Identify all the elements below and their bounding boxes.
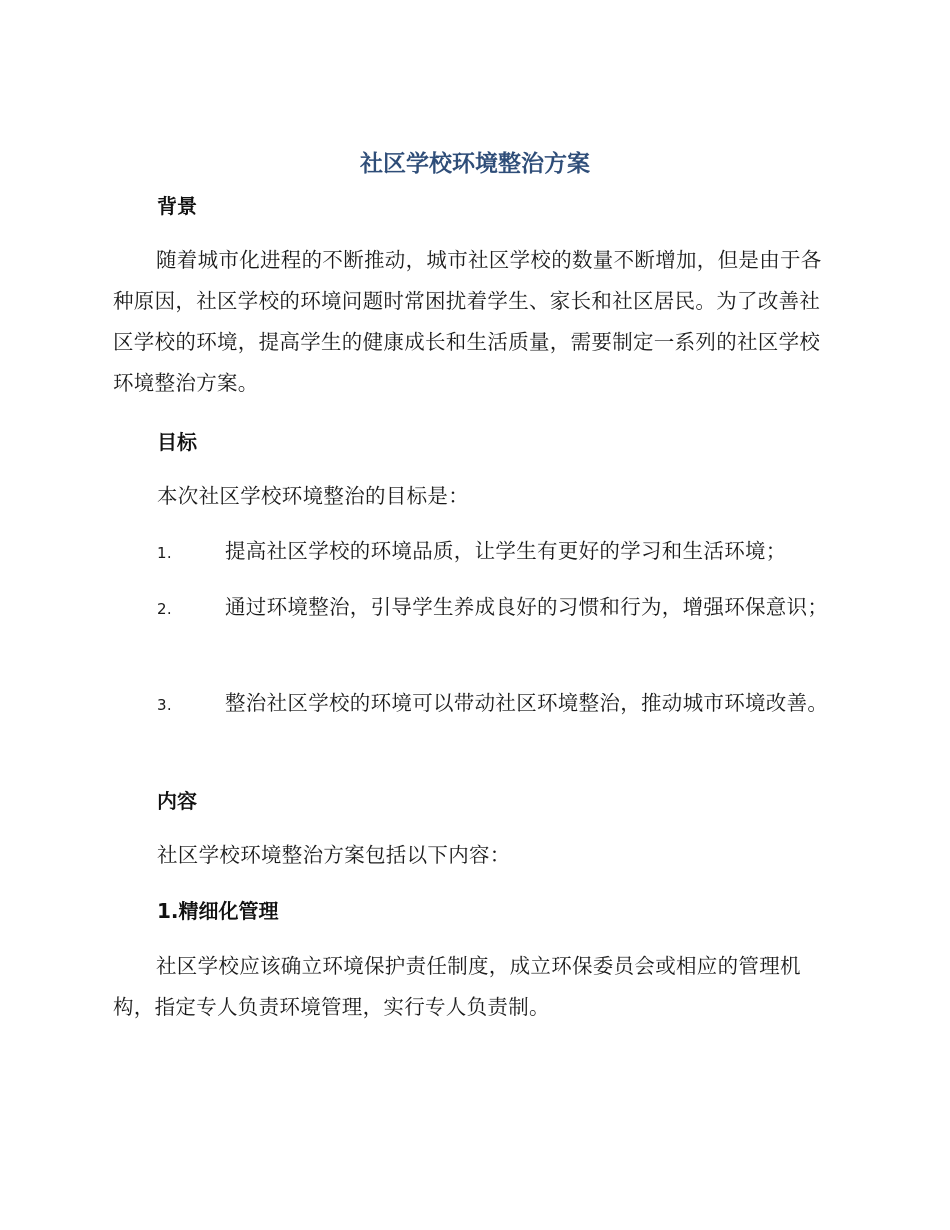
list-item (113, 531, 833, 574)
heading-goals: 目标 (157, 430, 197, 454)
list-item (113, 683, 833, 726)
paragraph-background: 随着城市化进程的不断推动，城市社区学校的数量不断增加，但是由于各种原因，社区学校的环境问题时常困扰着学生、家长和社区居民。为了改善社区学校的环境，提高学生的健康成长和生活质量，需要制定一系列的社区学校环境整治方案。 (113, 248, 822, 395)
list-text: 通过环境整治，引导学生养成良好的习惯和行为，增强环保意识； (225, 595, 829, 619)
list-number: 2. (157, 600, 172, 618)
goals-intro: 本次社区学校环境整治的目标是： (157, 484, 469, 508)
heading-content: 内容 (157, 789, 197, 813)
content-intro: 社区学校环境整治方案包括以下内容： (157, 843, 511, 867)
list-text: 整治社区学校的环境可以带动社区环境整治，推动城市环境改善。 (225, 691, 829, 715)
subheading-refined-management: 1.精细化管理 (157, 899, 279, 923)
list-text: 提高社区学校的环境品质，让学生有更好的学习和生活环境； (225, 539, 787, 563)
document-title: 社区学校环境整治方案 (360, 151, 590, 177)
list-item (113, 587, 833, 630)
list-number: 1. (157, 544, 172, 562)
heading-background: 背景 (157, 194, 197, 218)
list-number: 3. (157, 696, 172, 714)
paragraph-refined-management: 社区学校应该确立环境保护责任制度，成立环保委员会或相应的管理机构，指定专人负责环境管理，实行专人负责制。 (113, 954, 801, 1019)
